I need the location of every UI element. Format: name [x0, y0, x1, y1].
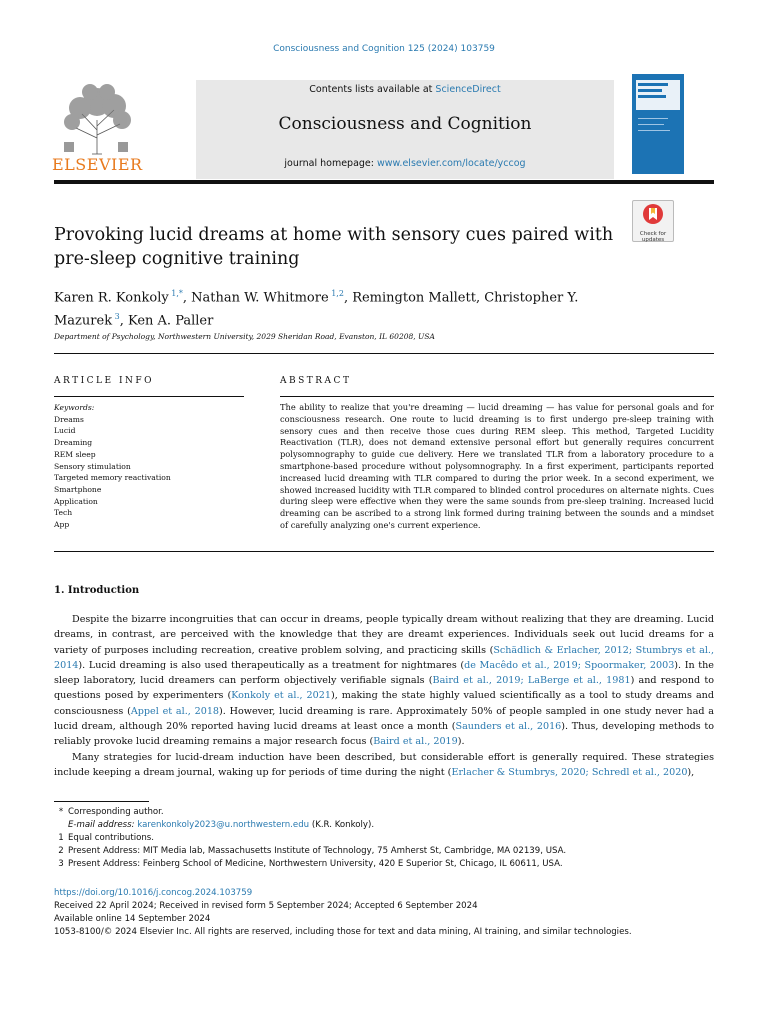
footnote-mark: 3	[58, 859, 64, 869]
email-link[interactable]: karenkonkoly2023@u.northwestern.edu	[137, 820, 310, 830]
received-dates: Received 22 April 2024; Received in revised form 5 September 2024; Accepted 6 September 2024	[54, 901, 478, 911]
footnote	[54, 819, 714, 832]
footnote-mark: 2	[58, 846, 64, 856]
citation-link[interactable]: Baird et al., 2019; LaBerge et al., 1981	[432, 675, 631, 687]
footnote-text: Present Address: MIT Media lab, Massachusetts Institute of Technology, 75 Amherst St, Cambridge, MA 02139, USA.	[68, 846, 567, 856]
article-bottom-info	[54, 887, 714, 939]
citation-link[interactable]: Saunders et al., 2016	[455, 721, 562, 733]
footnote	[54, 858, 714, 871]
keyword: Smartphone	[54, 484, 102, 494]
paragraph: Despite the bizarre incongruities that can occur in dreams, people typically dream without realizing that they are dreaming. Lucid dreams, in contrast, are perceived with the knowledge that they are dreamt experiences. Individuals seek out lucid dreams for a variety of purposes including recreation, creative problem solving, and practicing skills (Schädlich & Erlacher, 2012; Stumbrys et al., 2014). Lucid dreaming is also used therapeutically as a treatment for nightmares (de Macêdo et al., 2019; Spoormaker, 2003). In the sleep laboratory, lucid dreamers can perform objectively verifiable signals (Baird et al., 2019; LaBerge et al., 1981) and respond to questions posed by experimenters (Konkoly et al., 2021), making the state highly valued scientifically as a tool to study dreams and consciousness (Appel et al., 2018). However, lucid dreaming is rare. Approximately 50% of people sampled in one study never had a lucid dream, although 20% reported having lucid dreams at least once a month (Saunders et al., 2016). Thus, developing methods to reliably provoke lucid dreaming remains a major research focus (Baird et al., 2019).	[54, 614, 715, 748]
section-heading-introduction: 1. Introduction	[54, 585, 140, 596]
divider	[54, 353, 714, 354]
footnote	[54, 832, 714, 845]
footnote-text: E-mail address: karenkonkoly2023@u.northwestern.edu (K.R. Konkoly).	[68, 820, 375, 830]
author-affiliation-mark[interactable]: 1,2	[328, 289, 344, 298]
footnote-mark	[54, 819, 68, 832]
divider	[54, 396, 244, 397]
check-updates-label: Check for updates	[639, 231, 667, 243]
keyword: App	[54, 520, 70, 530]
keywords-block	[54, 402, 254, 531]
author-name[interactable]: Nathan W. Whitmore	[191, 290, 329, 306]
abstract-text: The ability to realize that you're dreaming — lucid dreaming — has value for personal goals and for consciousness research. One route to lucid dreaming is to first undergo pre-sleep training with sensory cues and then receive those cues during REM sleep. This method, Targeted Lucidity Reactivation (TLR), does not demand extensive personal effort but generally requires concurrent polysomnography to guide cue delivery. Here we translated TLR from a laboratory procedure to a smartphone-based procedure without polysomnography. In a first experiment, participants reported increased lucid dreaming with TLR compared to during the prior week. In a second experiment, we showed increased lucidity with TLR compared to blinded control procedures on alternate nights. Cues during sleep were effective when they were the same sounds from pre-sleep training. Increased lucid dreaming can be ascribed to a strong link formed during training between the sounds and a mindset of carefully analyzing one's current experience.	[280, 402, 714, 530]
divider	[54, 551, 714, 552]
footnote	[54, 806, 714, 819]
keyword: Sensory stimulation	[54, 461, 131, 471]
citation-link[interactable]: de Macêdo et al., 2019; Spoormaker, 2003	[464, 659, 675, 671]
keyword: Lucid	[54, 426, 76, 436]
keyword: Dreaming	[54, 438, 93, 448]
keywords-list	[54, 414, 254, 531]
footnote-text: Present Address: Feinberg School of Medicine, Northwestern University, 420 E Superior St, Chicago, IL 60611, USA.	[68, 859, 563, 869]
footnote-mark: *	[58, 807, 64, 817]
copyright: 1053-8100/© 2024 Elsevier Inc. All rights are reserved, including those for text and data mining, AI training, and similar technologies.	[54, 927, 632, 937]
check-for-updates-badge[interactable]	[632, 200, 674, 242]
citation-link[interactable]: Appel et al., 2018	[130, 705, 220, 717]
citation-link[interactable]: Erlacher & Stumbrys, 2020; Schredl et al., 2020	[451, 766, 688, 778]
journal-title: Consciousness and Cognition	[278, 114, 532, 134]
article-info-heading: ARTICLE INFO	[54, 376, 155, 386]
keyword: REM sleep	[54, 449, 96, 459]
keywords-label: Keywords:	[54, 403, 95, 412]
divider	[280, 396, 714, 397]
sciencedirect-link[interactable]: ScienceDirect	[435, 84, 501, 95]
footnote	[54, 845, 714, 858]
citation-link[interactable]: Baird et al., 2019	[373, 736, 458, 748]
keyword: Dreams	[54, 414, 84, 424]
author-name[interactable]: Karen R. Konkoly	[54, 290, 169, 306]
abstract-heading: ABSTRACT	[280, 376, 352, 386]
homepage-line	[196, 158, 614, 169]
journal-homepage-link[interactable]: www.elsevier.com/locate/yccog	[377, 158, 526, 169]
author-name[interactable]: Remington Mallett	[352, 290, 476, 306]
header-rule	[54, 180, 714, 184]
contents-line	[196, 84, 614, 95]
author-name[interactable]: Christopher Y. Mazurek	[54, 290, 579, 329]
author-affiliation-mark[interactable]: 3	[112, 312, 120, 322]
footnote-mark: 1	[58, 833, 64, 843]
author-name[interactable]: Ken A. Paller	[127, 313, 214, 329]
available-online: Available online 14 September 2024	[54, 914, 211, 924]
footnote-text: Corresponding author.	[68, 807, 164, 817]
footnote-divider	[54, 801, 149, 802]
author-list: Karen R. Konkoly $^{1,*}$, Nathan W. Whitmore $^{1,2}$, Remington Mallett, Christopher Y. Mazurek $^3$, Ken A. Paller	[54, 289, 579, 329]
journal-citation[interactable]: Consciousness and Cognition 125 (2024) 103759	[273, 44, 495, 54]
citation-link[interactable]: Konkoly et al., 2021	[231, 690, 331, 702]
footnotes	[54, 806, 714, 871]
homepage-prefix: journal homepage:	[284, 158, 377, 169]
affiliation: Department of Psychology, Northwestern University, 2029 Sheridan Road, Evanston, IL 60208, USA	[54, 332, 435, 341]
citation-link[interactable]: Schädlich & Erlacher, 2012; Stumbrys et al., 2014	[54, 644, 714, 671]
introduction-body	[54, 612, 714, 780]
elsevier-wordmark: ELSEVIER	[52, 155, 143, 174]
article-title: Provoking lucid dreams at home with sensory cues paired with pre-sleep cognitive training	[54, 225, 614, 269]
keyword: Targeted memory reactivation	[54, 473, 171, 483]
contents-prefix: Contents lists available at	[309, 84, 436, 95]
keyword: Application	[54, 496, 98, 506]
author-affiliation-mark[interactable]: 1,*	[168, 289, 183, 298]
bookmark-icon	[633, 201, 673, 227]
doi-link[interactable]: https://doi.org/10.1016/j.concog.2024.103759	[54, 888, 253, 898]
journal-cover-image[interactable]	[632, 74, 684, 174]
keyword: Tech	[54, 508, 73, 518]
footnote-text: Equal contributions.	[68, 833, 155, 843]
paragraph: Many strategies for lucid-dream induction have been described, but considerable effort is generally required. These strategies include keeping a dream journal, waking up for periods of time during the night (Erlacher & Stumbrys, 2020; Schredl et al., 2020),	[54, 751, 714, 778]
